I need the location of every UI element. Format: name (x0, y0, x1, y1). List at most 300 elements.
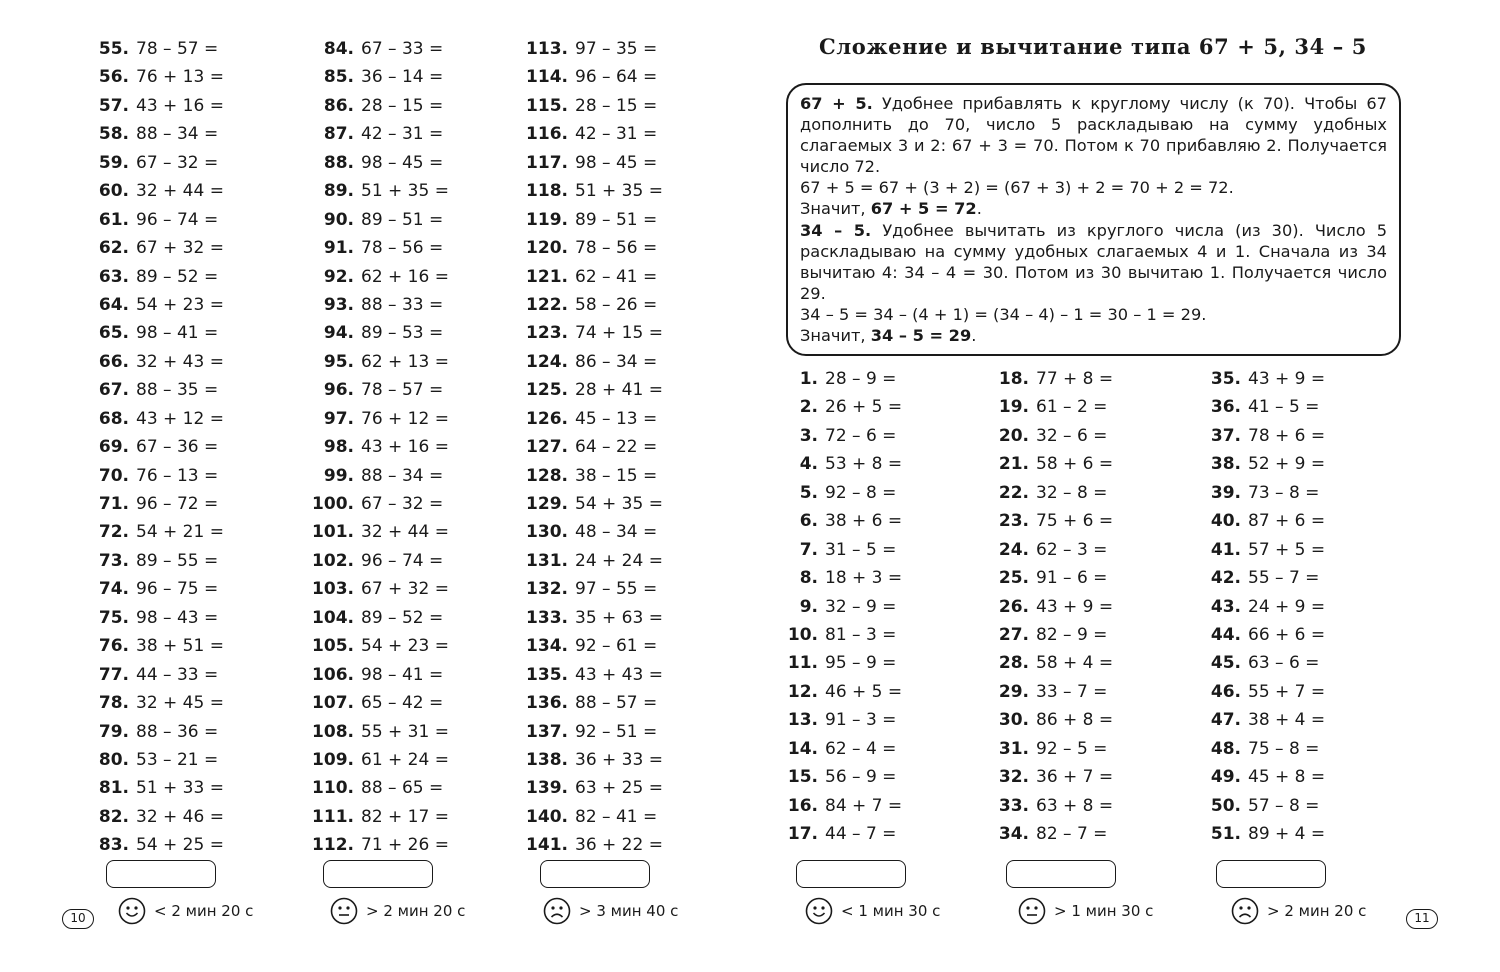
exercise-number: 7. (799, 539, 818, 560)
exercise-expression: 42 – 31 = (575, 124, 658, 145)
exercise-number: 35. (1210, 369, 1241, 389)
rule-calculation: 34 – 5 = 34 – (4 + 1) = (34 – 4) – 1 = 30 – 1 = 29. (800, 304, 1207, 324)
exercise-column-6 (1195, 365, 1325, 848)
exercise-number: 87. (323, 124, 354, 145)
exercise-expression: 82 + 17 = (361, 806, 449, 827)
exercise-row (505, 575, 663, 603)
exercise-expression: 53 – 21 = (136, 749, 219, 770)
exercise-row (982, 820, 1113, 848)
exercise-expression: 98 – 41 = (136, 323, 219, 344)
conclusion-result: 67 + 5 = 72 (870, 199, 977, 219)
rating-happy (805, 897, 940, 925)
exercise-number: 72. (98, 522, 129, 543)
exercise-number: 29. (998, 681, 1029, 702)
exercise-number: 80. (98, 749, 129, 770)
exercise-expression: 97 – 55 = (575, 579, 658, 600)
exercise-expression: 32 – 8 = (1036, 482, 1108, 503)
exercise-row (64, 547, 224, 575)
exercise-row (64, 149, 224, 177)
conclusion-suffix: . (971, 326, 977, 346)
exercise-number: 140. (526, 806, 568, 827)
exercise-expression: 67 – 36 = (136, 437, 219, 458)
exercise-number: 19. (998, 397, 1029, 418)
exercise-expression: 76 – 13 = (136, 465, 219, 486)
exercise-row (982, 792, 1113, 820)
exercise-expression: 32 – 6 = (1036, 425, 1108, 446)
exercise-row (1195, 763, 1325, 791)
exercise-expression: 88 – 34 = (361, 465, 444, 486)
exercise-expression: 28 – 15 = (361, 95, 444, 116)
exercise-expression: 36 – 14 = (361, 67, 444, 88)
exercise-row (505, 718, 663, 746)
exercise-number: 26. (998, 596, 1029, 617)
exercise-expression: 88 – 65 = (361, 778, 444, 799)
exercise-expression: 77 + 8 = (1036, 369, 1114, 389)
sad-face-icon (543, 897, 571, 925)
exercise-expression: 67 + 32 = (361, 579, 449, 600)
exercise-row (505, 376, 663, 404)
exercise-row (64, 376, 224, 404)
conclusion-prefix: Значит, (800, 326, 871, 346)
exercise-expression: 62 – 3 = (1036, 539, 1108, 560)
exercise-expression: 95 – 9 = (825, 653, 897, 674)
exercise-expression: 63 + 25 = (575, 778, 663, 799)
exercise-number: 97. (323, 408, 354, 429)
exercise-number: 137. (526, 721, 568, 742)
exercise-number: 99. (323, 465, 354, 486)
neutral-face-icon (330, 897, 358, 925)
exercise-number: 113. (526, 39, 568, 59)
exercise-expression: 89 + 4 = (1248, 824, 1326, 844)
exercise-number: 119. (526, 209, 568, 230)
exercise-row (772, 593, 902, 621)
exercise-row (1195, 792, 1325, 820)
exercise-expression: 48 – 34 = (575, 522, 658, 543)
exercise-expression: 35 + 63 = (575, 607, 663, 628)
exercise-number: 23. (998, 511, 1029, 532)
exercise-expression: 78 – 56 = (575, 238, 658, 259)
exercise-number: 59. (98, 152, 129, 173)
exercise-number: 107. (312, 693, 354, 714)
exercise-expression: 38 + 4 = (1248, 710, 1326, 731)
exercise-expression: 97 – 35 = (575, 39, 658, 59)
exercise-row (772, 820, 902, 848)
exercise-number: 48. (1210, 738, 1241, 759)
exercise-expression: 82 – 9 = (1036, 624, 1108, 645)
exercise-row (290, 35, 449, 63)
exercise-number: 41. (1210, 539, 1241, 560)
exercise-row (64, 575, 224, 603)
exercise-row (64, 518, 224, 546)
exercise-row (290, 575, 449, 603)
exercise-expression: 63 – 6 = (1248, 653, 1320, 674)
exercise-expression: 32 + 46 = (136, 806, 224, 827)
exercise-expression: 58 – 26 = (575, 294, 658, 315)
exercise-expression: 36 + 33 = (575, 749, 663, 770)
exercise-number: 22. (998, 482, 1029, 503)
exercise-number: 51. (1210, 824, 1241, 844)
exercise-number: 5. (799, 482, 818, 503)
exercise-column-5 (982, 365, 1113, 848)
exercise-row (290, 661, 449, 689)
exercise-expression: 96 – 74 = (361, 550, 444, 571)
time-answer-box[interactable] (796, 860, 906, 888)
exercise-row (64, 632, 224, 660)
exercise-number: 117. (526, 152, 568, 173)
exercise-row (64, 718, 224, 746)
exercise-expression: 51 + 35 = (575, 181, 663, 202)
exercise-expression: 64 – 22 = (575, 437, 658, 458)
exercise-row (982, 763, 1113, 791)
exercise-number: 43. (1210, 596, 1241, 617)
exercise-number: 135. (526, 664, 568, 685)
exercise-expression: 43 + 43 = (575, 664, 663, 685)
exercise-row (290, 206, 449, 234)
rating-time-text: > 2 мин 20 с (366, 902, 466, 920)
exercise-number: 21. (998, 454, 1029, 475)
exercise-expression: 31 – 5 = (825, 539, 897, 560)
exercise-number: 101. (312, 522, 354, 543)
exercise-expression: 88 – 57 = (575, 693, 658, 714)
exercise-expression: 65 – 42 = (361, 693, 444, 714)
time-answer-box[interactable] (540, 860, 650, 888)
exercise-number: 30. (998, 710, 1029, 731)
rating-time-text: < 2 мин 20 с (154, 902, 254, 920)
exercise-expression: 78 + 6 = (1248, 425, 1326, 446)
exercise-number: 17. (787, 824, 818, 844)
exercise-expression: 61 – 2 = (1036, 397, 1108, 418)
exercise-row (290, 92, 449, 120)
exercise-expression: 38 + 51 = (136, 636, 224, 657)
exercise-expression: 62 – 41 = (575, 266, 658, 287)
sad-face-icon (1231, 897, 1259, 925)
time-answer-box[interactable] (323, 860, 433, 888)
exercise-number: 77. (98, 664, 129, 685)
exercise-row (64, 462, 224, 490)
rating-time-text: > 2 мин 20 с (1267, 902, 1367, 920)
exercise-number: 110. (312, 778, 354, 799)
exercise-row (982, 393, 1113, 421)
exercise-expression: 98 – 41 = (361, 664, 444, 685)
exercise-expression: 38 – 15 = (575, 465, 658, 486)
exercise-row (64, 774, 224, 802)
exercise-row (1195, 820, 1325, 848)
exercise-expression: 67 – 32 = (361, 494, 444, 514)
exercise-row (982, 507, 1113, 535)
exercise-column-1 (64, 35, 224, 860)
exercise-row (290, 177, 449, 205)
exercise-expression: 74 + 15 = (575, 323, 663, 344)
exercise-expression: 55 – 7 = (1248, 568, 1320, 589)
exercise-expression: 58 + 4 = (1036, 653, 1114, 674)
exercise-column-3 (505, 35, 663, 860)
exercise-row (64, 120, 224, 148)
exercise-row (772, 479, 902, 507)
exercise-number: 4. (799, 454, 818, 475)
exercise-row (64, 63, 224, 91)
exercise-expression: 88 – 36 = (136, 721, 219, 742)
exercise-number: 25. (998, 568, 1029, 589)
exercise-expression: 56 – 9 = (825, 767, 897, 788)
exercise-number: 139. (526, 778, 568, 799)
exercise-row (772, 706, 902, 734)
exercise-row (290, 149, 449, 177)
exercise-expression: 26 + 5 = (825, 397, 903, 418)
exercise-number: 33. (998, 795, 1029, 816)
exercise-expression: 55 + 7 = (1248, 681, 1326, 702)
exercise-row (505, 689, 663, 717)
exercise-row (290, 462, 449, 490)
exercise-expression: 81 – 3 = (825, 624, 897, 645)
exercise-row (64, 291, 224, 319)
exercise-expression: 28 – 15 = (575, 95, 658, 116)
exercise-expression: 91 – 3 = (825, 710, 897, 731)
exercise-expression: 44 – 33 = (136, 664, 219, 685)
exercise-row (1195, 536, 1325, 564)
exercise-number: 39. (1210, 482, 1241, 503)
exercise-row (772, 763, 902, 791)
exercise-number: 132. (526, 579, 568, 600)
exercise-row (505, 547, 663, 575)
happy-face-icon (118, 897, 146, 925)
exercise-expression: 54 + 23 = (136, 294, 224, 315)
exercise-number: 100. (312, 494, 354, 514)
exercise-row (1195, 593, 1325, 621)
exercise-row (772, 649, 902, 677)
exercise-row (64, 234, 224, 262)
exercise-row (505, 177, 663, 205)
exercise-expression: 45 + 8 = (1248, 767, 1326, 788)
time-answer-box[interactable] (106, 860, 216, 888)
exercise-expression: 63 + 8 = (1036, 795, 1114, 816)
page-number-right: 11 (1406, 909, 1438, 929)
exercise-number: 50. (1210, 795, 1241, 816)
exercise-expression: 42 – 31 = (361, 124, 444, 145)
exercise-number: 66. (98, 351, 129, 372)
exercise-number: 95. (323, 351, 354, 372)
exercise-number: 96. (323, 380, 354, 401)
exercise-number: 31. (998, 738, 1029, 759)
exercise-number: 45. (1210, 653, 1241, 674)
exercise-expression: 78 – 56 = (361, 238, 444, 259)
exercise-expression: 82 – 41 = (575, 806, 658, 827)
exercise-row (772, 678, 902, 706)
exercise-number: 58. (98, 124, 129, 145)
exercise-expression: 43 + 12 = (136, 408, 224, 429)
exercise-expression: 98 – 45 = (575, 152, 658, 173)
exercise-row (64, 661, 224, 689)
page-title: Сложение и вычитание типа 67 + 5, 34 – 5 (819, 34, 1367, 59)
exercise-row (505, 234, 663, 262)
exercise-number: 109. (312, 749, 354, 770)
exercise-number: 32. (998, 767, 1029, 788)
exercise-number: 108. (312, 721, 354, 742)
exercise-expression: 28 + 41 = (575, 380, 663, 401)
exercise-number: 65. (98, 323, 129, 344)
rule-paragraph-2 (800, 220, 1387, 304)
exercise-row (290, 632, 449, 660)
exercise-expression: 62 + 16 = (361, 266, 449, 287)
exercise-number: 129. (526, 494, 568, 514)
exercise-number: 81. (98, 778, 129, 799)
exercise-number: 120. (526, 238, 568, 259)
exercise-number: 18. (998, 369, 1029, 389)
exercise-row (982, 536, 1113, 564)
exercise-row (64, 263, 224, 291)
exercise-expression: 96 – 72 = (136, 494, 219, 514)
exercise-expression: 53 + 8 = (825, 454, 903, 475)
exercise-row (1195, 735, 1325, 763)
exercise-row (982, 621, 1113, 649)
exercise-number: 91. (323, 238, 354, 259)
exercise-row (290, 234, 449, 262)
exercise-number: 68. (98, 408, 129, 429)
exercise-expression: 33 – 7 = (1036, 681, 1108, 702)
exercise-number: 70. (98, 465, 129, 486)
exercise-row (505, 149, 663, 177)
exercise-number: 74. (98, 579, 129, 600)
rule-example-head: 34 – 5. (800, 220, 872, 240)
exercise-expression: 54 + 25 = (136, 835, 224, 856)
exercise-expression: 67 – 33 = (361, 39, 444, 59)
exercise-expression: 61 + 24 = (361, 749, 449, 770)
exercise-row (290, 376, 449, 404)
exercise-number: 138. (526, 749, 568, 770)
exercise-expression: 38 + 6 = (825, 511, 903, 532)
exercise-number: 44. (1210, 624, 1241, 645)
exercise-number: 112. (312, 835, 354, 856)
rating-sad (1231, 897, 1366, 925)
exercise-number: 106. (312, 664, 354, 685)
exercise-row (772, 735, 902, 763)
exercise-number: 20. (998, 425, 1029, 446)
exercise-row (64, 746, 224, 774)
exercise-number: 103. (312, 579, 354, 600)
rule-conclusion (800, 325, 1387, 346)
exercise-number: 9. (799, 596, 818, 617)
exercise-row (290, 348, 449, 376)
exercise-number: 88. (323, 152, 354, 173)
exercise-number: 56. (98, 67, 129, 88)
exercise-expression: 54 + 21 = (136, 522, 224, 543)
conclusion-prefix: Значит, (800, 199, 871, 219)
exercise-expression: 32 + 44 = (136, 181, 224, 202)
rating-happy (118, 897, 253, 925)
exercise-number: 134. (526, 636, 568, 657)
exercise-number: 15. (787, 767, 818, 788)
exercise-expression: 89 – 52 = (136, 266, 219, 287)
exercise-number: 116. (526, 124, 568, 145)
exercise-row (290, 518, 449, 546)
exercise-row (505, 774, 663, 802)
exercise-number: 63. (98, 266, 129, 287)
exercise-row (982, 649, 1113, 677)
exercise-row (1195, 450, 1325, 478)
exercise-number: 125. (526, 380, 568, 401)
exercise-expression: 76 + 13 = (136, 67, 224, 88)
exercise-expression: 92 – 61 = (575, 636, 658, 657)
exercise-row (1195, 479, 1325, 507)
happy-face-icon (805, 897, 833, 925)
exercise-expression: 51 + 35 = (361, 181, 449, 202)
rule-explanation-box (786, 83, 1401, 356)
exercise-expression: 86 – 34 = (575, 351, 658, 372)
exercise-row (772, 422, 902, 450)
exercise-expression: 32 + 44 = (361, 522, 449, 543)
exercise-expression: 43 + 16 = (136, 95, 224, 116)
exercise-row (1195, 507, 1325, 535)
exercise-row (64, 177, 224, 205)
exercise-number: 49. (1210, 767, 1241, 788)
exercise-expression: 46 + 5 = (825, 681, 903, 702)
exercise-number: 133. (526, 607, 568, 628)
exercise-expression: 52 + 9 = (1248, 454, 1326, 475)
exercise-expression: 43 + 16 = (361, 437, 449, 458)
exercise-row (1195, 649, 1325, 677)
time-answer-box[interactable] (1006, 860, 1116, 888)
rule-example-head: 67 + 5. (800, 94, 873, 113)
exercise-number: 34. (998, 824, 1029, 844)
exercise-row (982, 450, 1113, 478)
exercise-expression: 75 + 6 = (1036, 511, 1114, 532)
exercise-row (505, 63, 663, 91)
exercise-row (772, 536, 902, 564)
exercise-row (64, 92, 224, 120)
exercise-expression: 89 – 51 = (575, 209, 658, 230)
exercise-number: 8. (799, 568, 818, 589)
exercise-row (982, 735, 1113, 763)
exercise-row (505, 92, 663, 120)
neutral-face-icon (1018, 897, 1046, 925)
exercise-row (64, 689, 224, 717)
exercise-expression: 91 – 6 = (1036, 568, 1108, 589)
exercise-column-4 (772, 365, 902, 848)
exercise-number: 123. (526, 323, 568, 344)
exercise-row (64, 433, 224, 461)
rule-text: Удобнее прибавлять к круглому числу (к 70). Чтобы 67 дополнить до 70, число 5 раскладываю на сумму удобных слагаемых 3 и 2: 67 + 3 = 70. Потом к 70 прибавляю 2. Получается число 72. (800, 94, 1387, 177)
exercise-row (290, 433, 449, 461)
rule-conclusion (800, 198, 1387, 219)
rating-neutral (330, 897, 465, 925)
exercise-expression: 98 – 43 = (136, 607, 219, 628)
exercise-row (772, 450, 902, 478)
exercise-expression: 96 – 64 = (575, 67, 658, 88)
exercise-row (290, 689, 449, 717)
rating-neutral (1018, 897, 1153, 925)
exercise-number: 85. (323, 67, 354, 88)
exercise-row (64, 803, 224, 831)
rating-time-text: > 1 мин 30 с (1054, 902, 1154, 920)
exercise-row (1195, 393, 1325, 421)
exercise-row (64, 348, 224, 376)
exercise-expression: 67 – 32 = (136, 152, 219, 173)
exercise-row (505, 206, 663, 234)
exercise-expression: 88 – 34 = (136, 124, 219, 145)
exercise-row (290, 774, 449, 802)
exercise-expression: 98 – 45 = (361, 152, 444, 173)
exercise-row (505, 433, 663, 461)
exercise-number: 78. (98, 693, 129, 714)
exercise-number: 38. (1210, 454, 1241, 475)
exercise-row (290, 803, 449, 831)
exercise-number: 67. (98, 380, 129, 401)
exercise-expression: 45 – 13 = (575, 408, 658, 429)
exercise-row (505, 319, 663, 347)
exercise-number: 71. (98, 494, 129, 514)
exercise-row (505, 746, 663, 774)
time-answer-box[interactable] (1216, 860, 1326, 888)
exercise-row (290, 604, 449, 632)
